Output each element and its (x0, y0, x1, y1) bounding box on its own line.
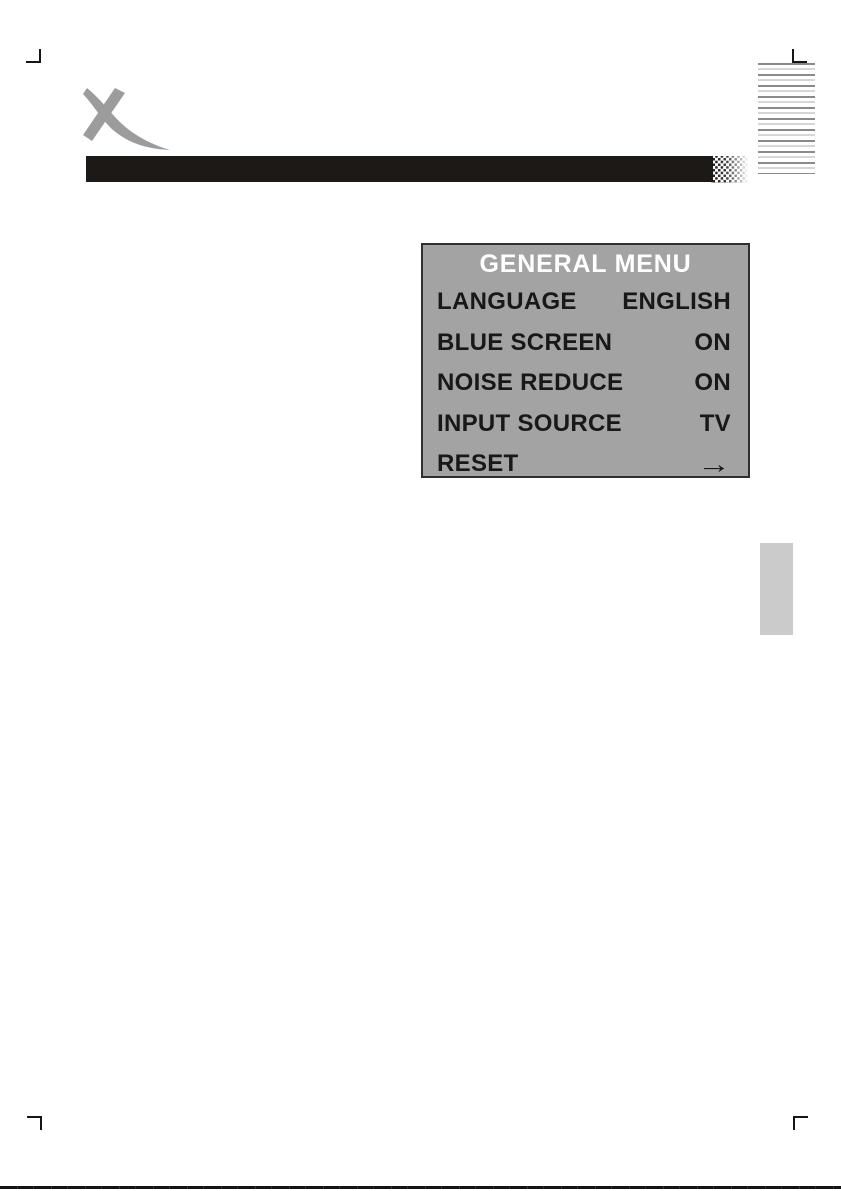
crop-mark-top-left (26, 49, 41, 63)
scan-edge-line (0, 1186, 841, 1189)
osd-item-label: INPUT SOURCE (437, 409, 622, 437)
crop-mark-top-right (792, 49, 807, 63)
page-edge-tab (760, 543, 793, 635)
osd-item-value: ENGLISH (622, 288, 731, 315)
osd-item-label: NOISE REDUCE (437, 369, 624, 396)
osd-item-value: ON (694, 369, 731, 396)
header-bar (86, 156, 713, 182)
osd-menu-title: GENERAL MENU (479, 250, 692, 278)
osd-item-value: ON (694, 328, 731, 356)
osd-menu-rows (437, 288, 731, 479)
osd-menu-row-language (437, 290, 731, 314)
x-swoosh-icon (83, 88, 173, 154)
osd-item-label: BLUE SCREEN (437, 328, 613, 356)
right-arrow-icon: → (696, 449, 731, 479)
osd-item-value: TV (699, 409, 731, 437)
brand-logo (83, 88, 173, 154)
osd-menu-row-blue-screen (437, 328, 731, 356)
osd-menu-row-input-source (437, 409, 731, 437)
osd-menu-figure (421, 243, 750, 478)
osd-menu-row-noise-reduce (437, 371, 731, 395)
osd-item-label: LANGUAGE (437, 288, 577, 315)
osd-menu-row-reset (437, 449, 731, 479)
decorative-stripes (758, 63, 815, 174)
crop-mark-bottom-left (27, 1116, 42, 1130)
header-bar-halftone-fade (711, 156, 749, 183)
crop-mark-bottom-right (793, 1116, 808, 1130)
osd-item-label: RESET (437, 450, 519, 477)
